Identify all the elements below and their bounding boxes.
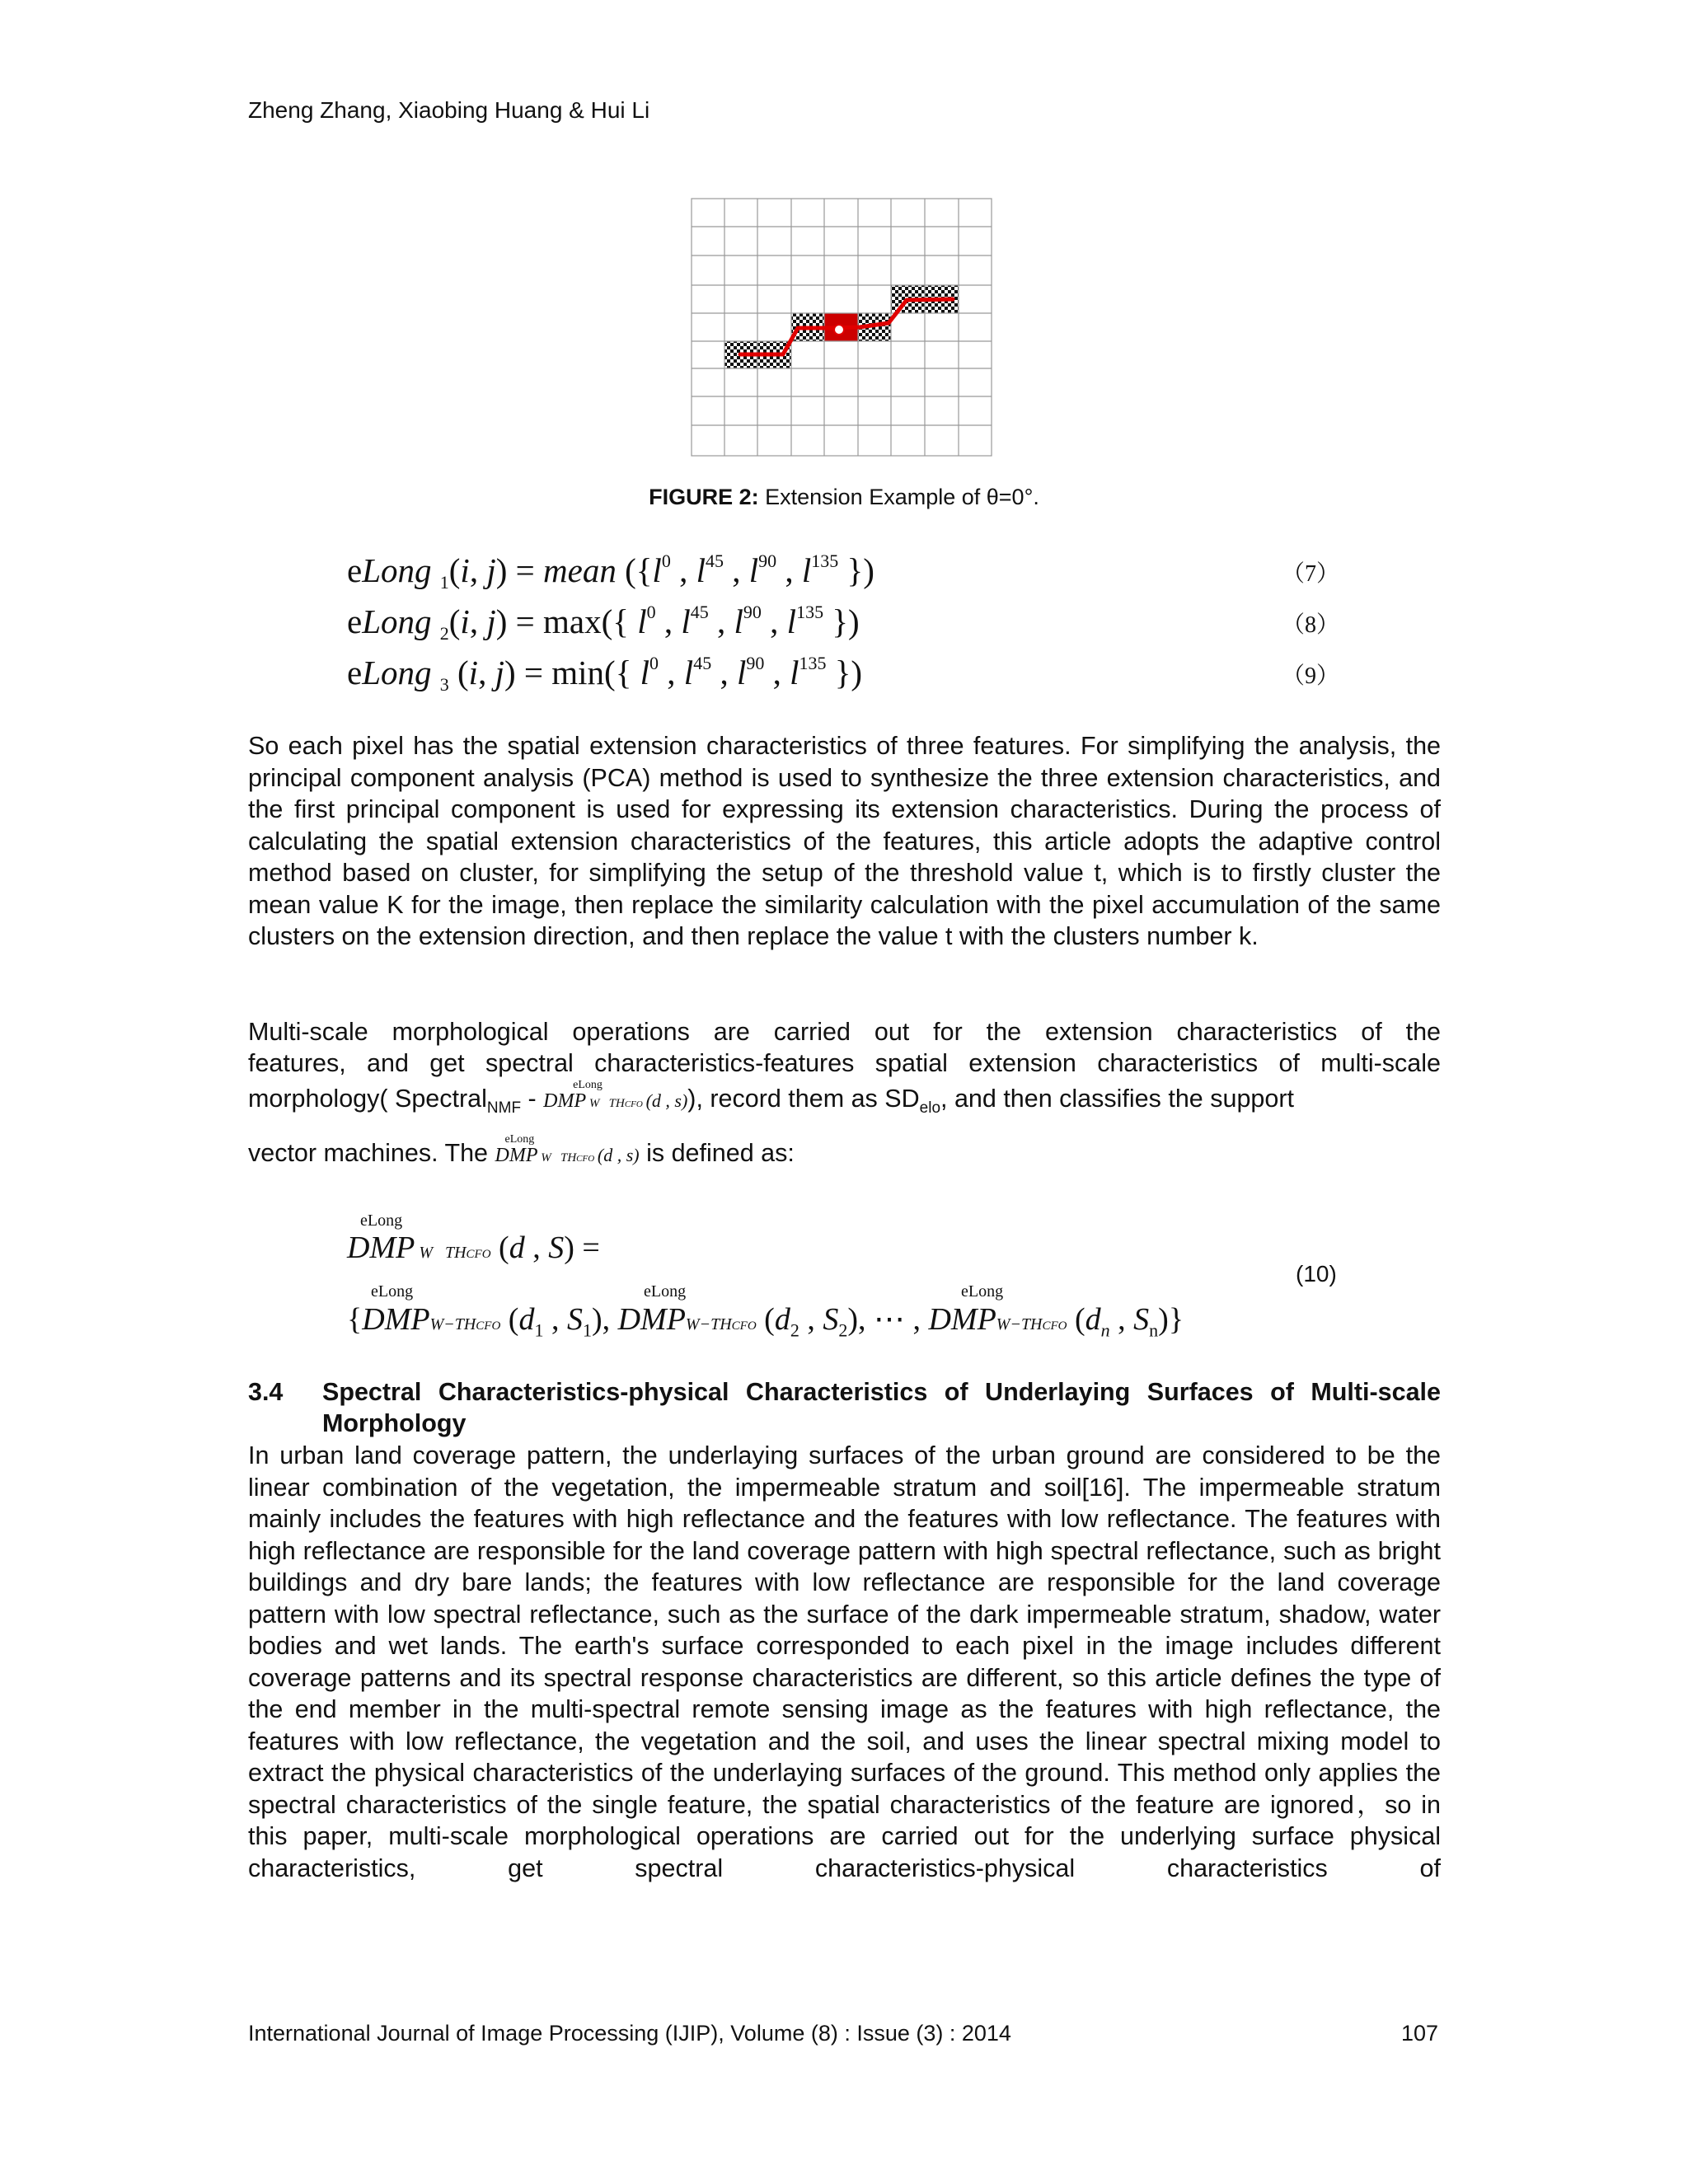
equation-9-number: （9） xyxy=(1282,663,1340,689)
section-title: Spectral Characteristics-physical Characteristics of Underlaying Surfaces of Multi-scale Morphology xyxy=(322,1378,1441,1437)
body-paragraph-3: In urban land coverage pattern, the underlaying surfaces of the urban ground are considered to be the linear combination of the vegetation, the impermeable stratum and soil[16]. The impermeable stratum mainly includes the features with high reflectance and the features with low reflectance. The features with high reflectance are responsible for the land coverage pattern with high spectral reflectance, such as bright buildings and dry bare lands; the features with low reflectance are responsible for the land coverage pattern with low spectral reflectance, such as the surface of the dark impermeable stratum, shadow, water bodies and wet lands. The earth's surface corresponded to each pixel in the image includes different coverage patterns and its spectral response characteristics are different, so this article defines the type of the end member in the multi-spectral remote sensing image as the features with high reflectance, the features with low reflectance, the vegetation and the soil, and uses the linear spectral mixing model to extract the physical characteristics of the underlaying surfaces of the ground. This method only applies the spectral characteristics of the single feature, the spatial characteristics of the feature are ignored，so in this paper, multi-scale morphological operations are carried out for the underlying surface physical characteristics, get spectral characteristics-physical characteristics of xyxy=(248,1441,1441,1882)
inline-math-dmp-2: eLong DMP W THCFO (d , s) xyxy=(495,1133,640,1166)
dash-separator: - xyxy=(521,1085,544,1113)
equation-8: eLong $_2$(i, j) = max({ $l^0$ , $l^{45}$ , $l^{90}$ , $l^{135}$ }) xyxy=(347,602,860,644)
equation-10-number: (10) xyxy=(1296,1261,1337,1286)
figure-caption-text: Extension Example of θ=0°. xyxy=(758,485,1039,509)
record-text: ), record them as SD xyxy=(687,1085,920,1113)
figure-caption xyxy=(0,485,1688,510)
spectral-label: morphology( Spectral xyxy=(248,1085,487,1113)
classify-text: , and then classifies the support xyxy=(940,1085,1294,1113)
inline-math-dmp-1: eLong DMP W THCFO (d , s) xyxy=(543,1079,688,1112)
center-marker xyxy=(834,325,844,335)
running-header-authors: Zheng Zhang, Xiaobing Huang & Hui Li xyxy=(248,97,650,123)
body-paragraph-2-line-4 xyxy=(248,1133,1441,1175)
defined-as-text: is defined as: xyxy=(639,1139,795,1167)
body-paragraph-2-line-1: Multi-scale morphological operations are carried out for the extension characteristics of the xyxy=(248,1018,1441,1046)
body-paragraph-2-line-3 xyxy=(248,1079,1441,1125)
extension-grid-svg xyxy=(691,198,992,457)
nmf-subscript: NMF xyxy=(486,1099,522,1118)
page-number: 107 xyxy=(1401,2021,1439,2046)
equation-8-number: （8） xyxy=(1282,612,1340,638)
figure-caption-label: FIGURE 2: xyxy=(649,485,759,509)
equation-7-number: （7） xyxy=(1282,561,1340,587)
elo-subscript: elo xyxy=(919,1099,941,1118)
equation-9: eLong $_3$ (i, j) = min({ $l^0$ , $l^{45}$ , $l^{90}$ , $l^{135}$ }) xyxy=(347,653,863,695)
body-paragraph-2-line-2: features, and get spectral characteristics-features spatial extension characteristics of multi-scale xyxy=(248,1049,1441,1077)
vector-machines-text: vector machines. The xyxy=(248,1139,495,1167)
section-number: 3.4 xyxy=(248,1378,284,1406)
body-paragraph-1: So each pixel has the spatial extension characteristics of three features. For simplifying the analysis, the principal component analysis (PCA) method is used to synthesize the three extension characteristics, and the first principal component is used for expressing its extension characteristics. During the process of calculating the spatial extension characteristics of the features, this article adopts the adaptive control method based on cluster, for simplifying the setup of the threshold value t, which is to firstly cluster the mean value K for the image, then replace the similarity calculation with the pixel accumulation of the same clusters on the extension direction, and then replace the value t with the clusters number k. xyxy=(248,732,1441,950)
figure-extension-grid xyxy=(691,198,992,461)
footer-journal: International Journal of Image Processing (IJIP), Volume (8) : Issue (3) : 2014 xyxy=(248,2021,1011,2046)
equation-7: eLong $_1$(i, j) = mean ({$l^0$ , $l^{45}$ , $l^{90}$ , $l^{135}$ }) xyxy=(347,551,874,593)
